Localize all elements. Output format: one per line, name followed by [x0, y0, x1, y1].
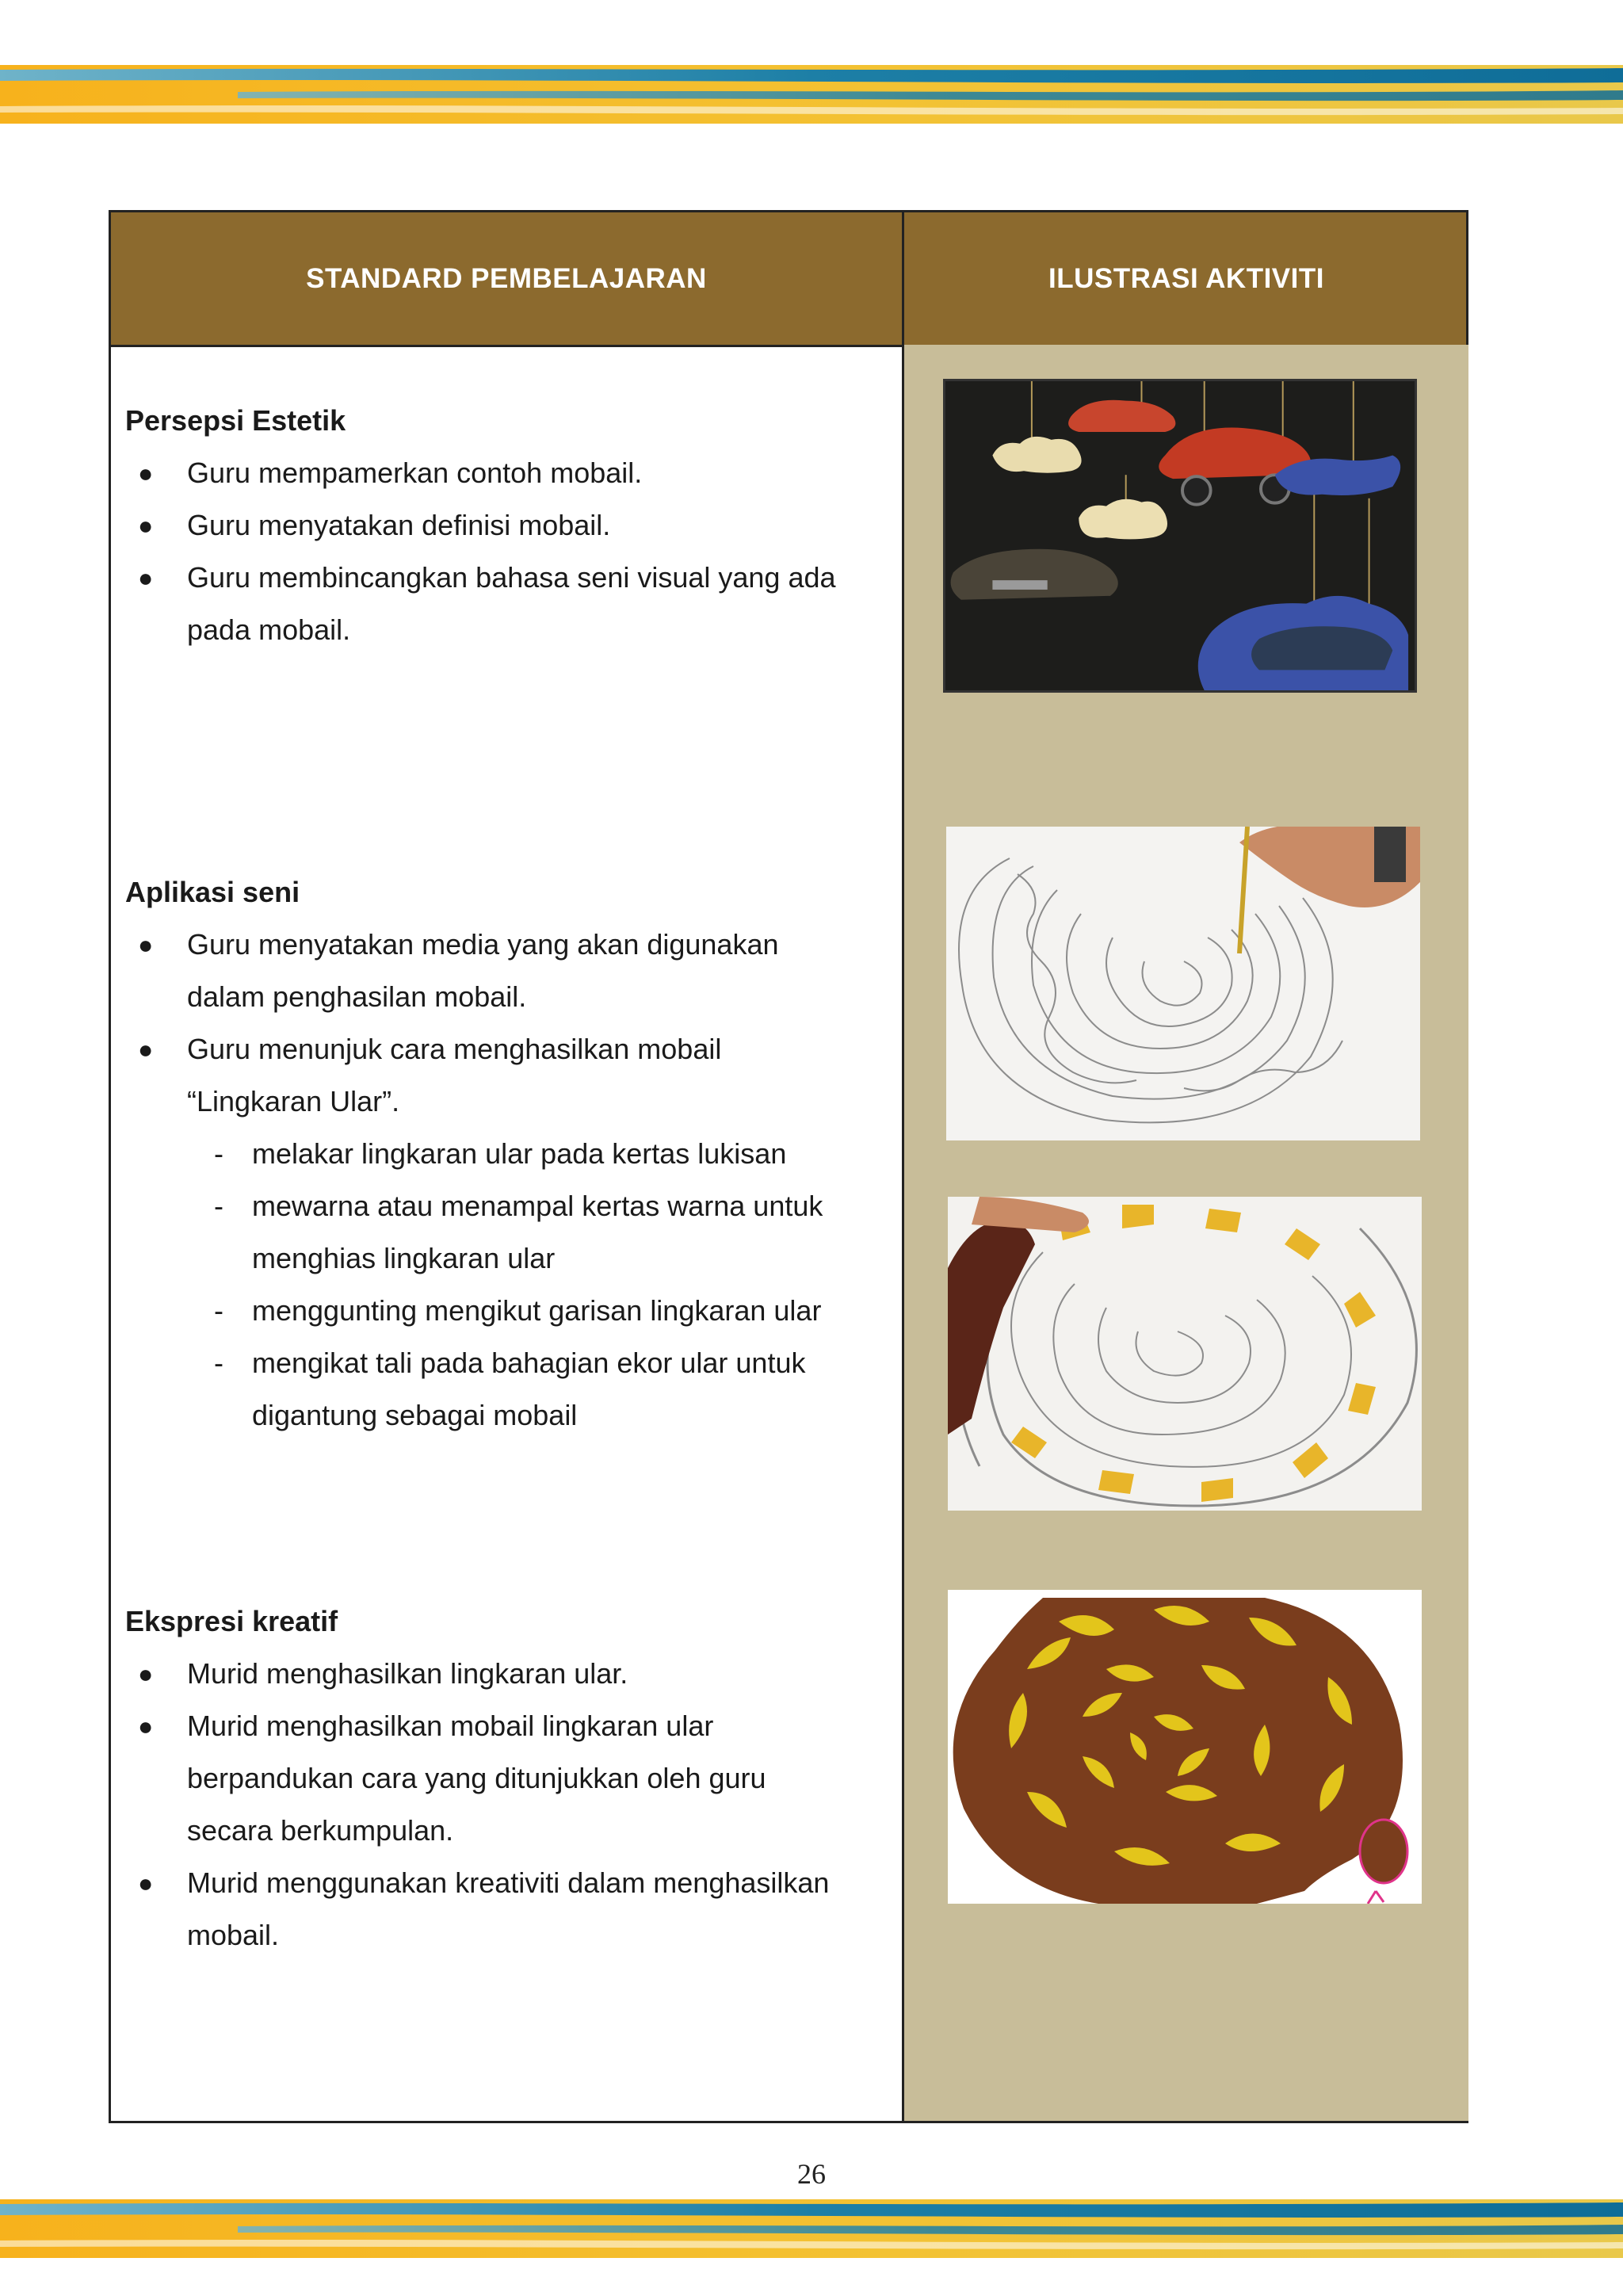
- header-decorative-band: [0, 65, 1623, 124]
- bullet-icon: ●: [138, 511, 154, 540]
- dash-icon: -: [214, 1347, 223, 1379]
- section-persepsi-estetik: [125, 395, 894, 656]
- step-item: - melakar lingkaran ular pada kertas lukisan: [125, 1128, 894, 1180]
- bullet-icon: ●: [138, 563, 154, 592]
- step-item-continuation: digantung sebagai mobail: [252, 1399, 578, 1431]
- header-standard-pembelajaran: STANDARD PEMBELAJARAN: [306, 262, 707, 294]
- list-item: ● Guru menunjuk cara menghasilkan mobail: [125, 1023, 894, 1075]
- list-item: ● Guru membincangkan bahasa seni visual yang ada: [125, 552, 894, 604]
- finished-snake-photo: [948, 1590, 1422, 1904]
- step-item: - menggunting mengikut garisan lingkaran ular: [125, 1285, 894, 1337]
- dash-icon: -: [214, 1190, 223, 1222]
- column-divider: [902, 212, 904, 2121]
- table-header: [111, 212, 1466, 347]
- list-item-continuation: secara berkumpulan.: [187, 1814, 454, 1847]
- lesson-table: [109, 210, 1468, 2123]
- list-item: ● Murid menggunakan kreativiti dalam menghasilkan: [125, 1857, 894, 1909]
- section-title: Persepsi Estetik: [125, 404, 346, 437]
- list-item: ● Guru mempamerkan contoh mobail.: [125, 447, 894, 499]
- header-ilustrasi-aktiviti: ILUSTRASI AKTIVITI: [1048, 262, 1324, 294]
- bullet-icon: ●: [138, 1712, 154, 1740]
- list-item: ● Guru menyatakan media yang akan digunakan: [125, 919, 894, 971]
- section-aplikasi-seni: [125, 866, 894, 1442]
- dash-icon: -: [214, 1137, 223, 1170]
- snake-coloring-photo: [948, 1197, 1422, 1511]
- bullet-icon: ●: [138, 459, 154, 487]
- list-item-continuation: pada mobail.: [187, 613, 351, 646]
- bullet-icon: ●: [138, 1660, 154, 1688]
- list-item: ● Murid menghasilkan mobail lingkaran ular: [125, 1700, 894, 1752]
- bullet-icon: ●: [138, 930, 154, 959]
- list-item-continuation: dalam penghasilan mobail.: [187, 980, 527, 1013]
- step-item-continuation: menghias lingkaran ular: [252, 1242, 556, 1274]
- step-item: - mengikat tali pada bahagian ekor ular untuk: [125, 1337, 894, 1389]
- page-number: 26: [797, 2158, 826, 2190]
- section-title: Aplikasi seni: [125, 876, 300, 908]
- footer-decorative-band: [0, 2199, 1623, 2258]
- snake-sketch-photo: [946, 827, 1420, 1140]
- step-item: - mewarna atau menampal kertas warna untuk: [125, 1180, 894, 1232]
- section-title: Ekspresi kreatif: [125, 1605, 338, 1637]
- car-mobile-photo: [943, 379, 1417, 693]
- list-item-continuation: “Lingkaran Ular”.: [187, 1085, 400, 1117]
- section-ekspresi-kreatif: [125, 1595, 894, 1962]
- bullet-icon: ●: [138, 1869, 154, 1897]
- list-item: ● Guru menyatakan definisi mobail.: [125, 499, 894, 552]
- list-item: ● Murid menghasilkan lingkaran ular.: [125, 1648, 894, 1700]
- list-item-continuation: mobail.: [187, 1919, 280, 1951]
- dash-icon: -: [214, 1294, 223, 1327]
- list-item-continuation: berpandukan cara yang ditunjukkan oleh guru: [187, 1762, 766, 1794]
- bullet-icon: ●: [138, 1035, 154, 1064]
